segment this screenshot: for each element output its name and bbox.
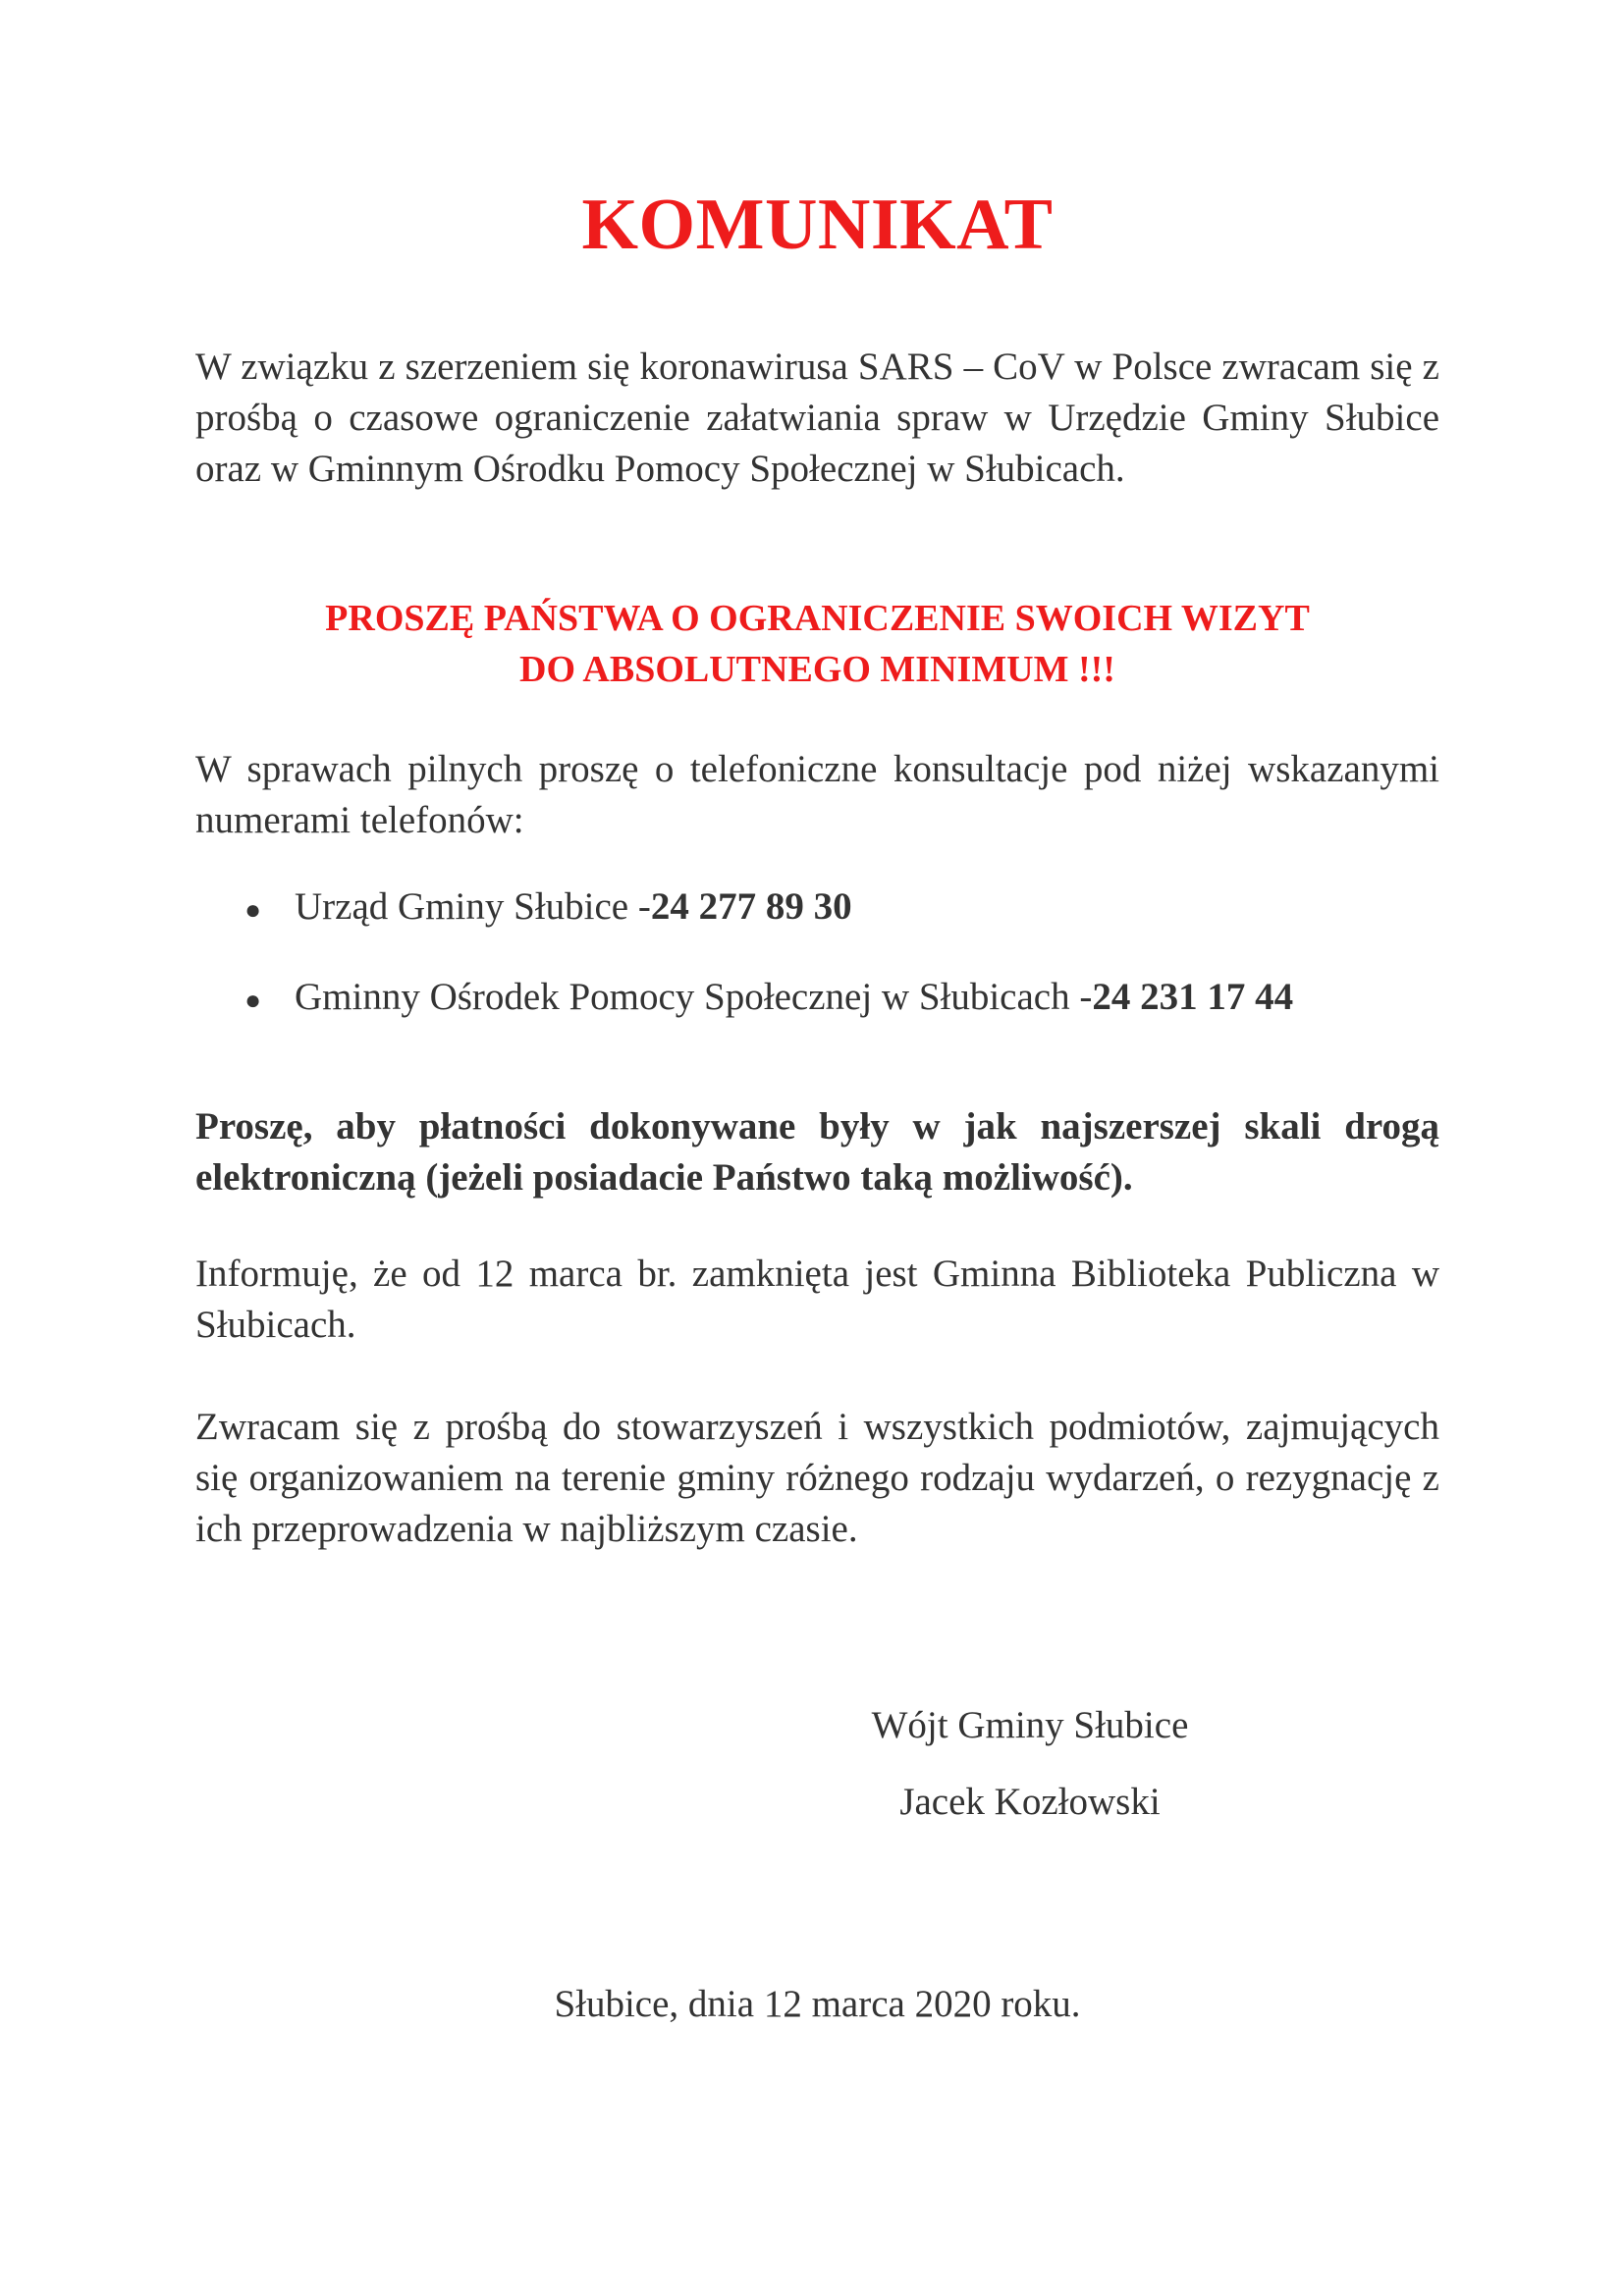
contact-name: Urząd Gminy Słubice - — [295, 885, 651, 928]
notice-line-1: PROSZĘ PAŃSTWA O OGRANICZENIE SWOICH WIZYT — [325, 598, 1310, 639]
contact-phone: 24 277 89 30 — [650, 885, 852, 928]
list-item — [195, 972, 1439, 1023]
signature-name: Jacek Kozłowski — [899, 1781, 1161, 1823]
phone-intro-paragraph: W sprawach pilnych proszę o telefoniczne konsultacje pod niżej wskazanymi numerami telefonów: — [195, 748, 1439, 841]
events-paragraph: Zwracam się z prośbą do stowarzyszeń i wszystkich podmiotów, zajmujących się organizowaniem na terenie gminy różnego rodzaju wydarzeń, o rezygnację z ich przeprowadzenia w najbliższym czasie. — [195, 1406, 1439, 1550]
document-page — [195, 0, 1439, 2296]
bullet-icon: ● — [244, 895, 261, 926]
contact-phone: 24 231 17 44 — [1092, 976, 1294, 1018]
intro-paragraph: W związku z szerzeniem się koronawirusa SARS – CoV w Polsce zwracam się z prośbą o czasowe ograniczenie załatwiania spraw w Urzędzie Gminy Słubice oraz w Gminnym Ośrodku Pomocy Społecznej w Słubicach. — [195, 346, 1439, 490]
payment-paragraph: Proszę, aby płatności dokonywane były w jak najszerszej skali drogą elektroniczną (jeżeli posiadacie Państwo taką możliwość). — [195, 1105, 1439, 1199]
notice-line-2: DO ABSOLUTNEGO MINIMUM !!! — [519, 649, 1115, 690]
signature-title: Wójt Gminy Słubice — [871, 1704, 1189, 1746]
notice-block — [195, 593, 1439, 695]
date-line: Słubice, dnia 12 marca 2020 roku. — [554, 1983, 1081, 2025]
contact-name: Gminny Ośrodek Pomocy Społecznej w Słubicach - — [295, 976, 1093, 1018]
bullet-icon: ● — [244, 986, 261, 1016]
list-item — [195, 881, 1439, 933]
contact-list — [195, 881, 1439, 1062]
document-title: KOMUNIKAT — [581, 185, 1054, 265]
library-paragraph: Informuję, że od 12 marca br. zamknięta jest Gminna Biblioteka Publiczna w Słubicach. — [195, 1253, 1439, 1346]
